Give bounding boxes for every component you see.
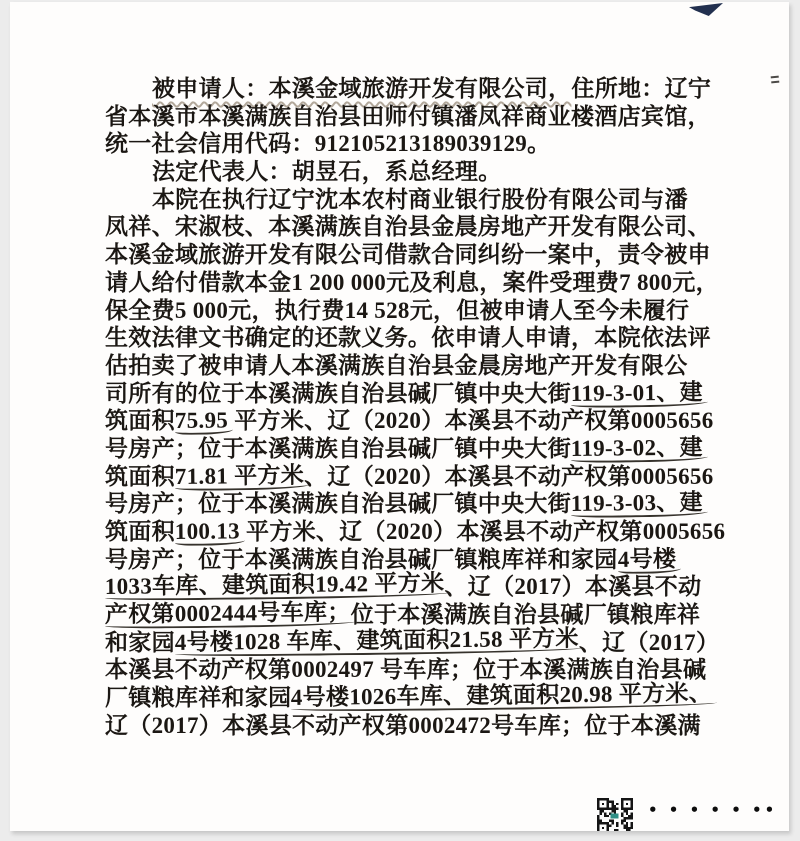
text-line [105,712,745,740]
line-text: 号房产；位于本溪满族自治县碱厂镇中央大街 [105,435,571,461]
line-text: 、辽（2017） [578,629,720,655]
corner-ink-triangle-icon [689,3,723,16]
text-line [105,380,745,408]
text-line [105,186,745,214]
text-line [105,601,745,629]
pencil-underlined-text: 被申请人：本溪金域旅游开发有限公司， [152,76,572,101]
ellipsis-dots: • • • • • •• [648,801,778,819]
text-line [105,435,745,463]
text-line [105,490,745,518]
text-line [105,269,745,297]
pen-underlined-text: 4号楼1028 车库、建筑面积21.58 平方米 [175,625,584,656]
pen-underlined-text: 100.13 [175,518,245,546]
text-line [105,241,745,269]
pen-underlined-text: 71.81 平方米 [175,462,309,490]
line-text: 号房产；位于本溪满族自治县碱厂镇中央大街 [105,491,571,517]
line-text: 厂镇粮库祥和家园 [105,685,292,711]
pen-underlined-text: 119-3-01、建 [571,379,708,407]
text-line [105,130,745,158]
line-text: 位于本溪满族自治县碱厂镇粮库祥 [350,602,701,628]
text-line [105,625,745,657]
text-line [105,297,745,325]
text-line [105,103,745,131]
line-text: 筑面积 [105,408,175,434]
line-text: 筑面积 [105,519,175,544]
line-text: 省本溪市本溪满族自治县田师付镇潘凤祥商业楼酒店宾馆， [105,103,711,129]
pen-underlined-text: 4号楼 [617,546,681,574]
text-line [105,546,745,574]
scanned-page [10,2,789,831]
qr-code [594,798,636,831]
text-line [105,463,745,491]
line-text: 请人给付借款本金1 200 000元及利息，案件受理费7 800元， [105,269,719,295]
text-line [105,680,745,712]
stray-pen-mark [771,76,780,84]
pen-underlined-text: 119-3-02、建 [571,435,708,463]
text-line [105,518,745,546]
line-text: 生效法律文书确定的还款义务。依申请人申请，本院依法评 [105,325,711,351]
pen-underlined-text: 产权第0002444号车库； [105,599,356,629]
line-text: 估拍卖了被申请人本溪满族自治县金晨房地产开发有限公 [105,352,688,378]
text-line [105,158,745,186]
line-text: 号房产；位于本溪满族自治县碱厂镇粮库祥和家园 [105,546,618,572]
line-text: 法定代表人：胡昱石，系总经理。 [152,159,502,185]
line-text: 住所地：辽宁 [571,76,712,101]
line-text: 筑面积 [105,463,175,489]
text-line [105,75,745,103]
line-text: 本溪金域旅游开发有限公司借款合同纠纷一案中，责令被申 [105,242,711,268]
pen-underlined-text: 1033车库、建筑面积19.42 平方米 [105,571,450,602]
line-text: 凤祥、宋淑枝、本溪满族自治县金晨房地产开发有限公司、 [105,214,711,240]
line-text: 、辽（2017）本溪县不动 [444,574,702,600]
line-text: 本溪县不动产权第0002497 号车库；位于本溪满族自治县碱 [105,657,707,683]
line-text: 和家园 [105,629,175,655]
line-text: 司所有的位于本溪满族自治县碱厂镇中央大街 [105,380,571,406]
document-lines [105,75,745,740]
pen-underlined-text: 119-3-03、建 [571,490,708,518]
pen-underlined-text: 4号楼1026车库、建筑面积20.98 平方米、 [291,681,717,712]
text-line [105,352,745,380]
text-line [105,324,745,352]
text-line [105,656,745,684]
line-text: 平方米、辽（2020）本溪县不动产权第0005656 [239,519,726,544]
line-text: 统一社会信用代码：912105213189039129。 [105,131,551,157]
line-text: 本院在执行辽宁沈本农村商业银行股份有限公司与潘 [152,186,688,212]
line-text: 保全费5 000元，执行费14 528元，但被申请人至今未履行 [105,297,690,323]
text-line [104,570,745,601]
text-line [105,407,745,435]
pen-underlined-text: 75.95 [175,408,234,436]
line-text: 辽（2017）本溪县不动产权第0002472号车库；位于本溪满 [105,712,701,738]
line-text: 平方米、辽（2020）本溪县不动产权第0005656 [228,408,714,434]
text-line [105,213,745,241]
line-text: 、辽（2020）本溪县不动产权第0005656 [304,463,714,489]
